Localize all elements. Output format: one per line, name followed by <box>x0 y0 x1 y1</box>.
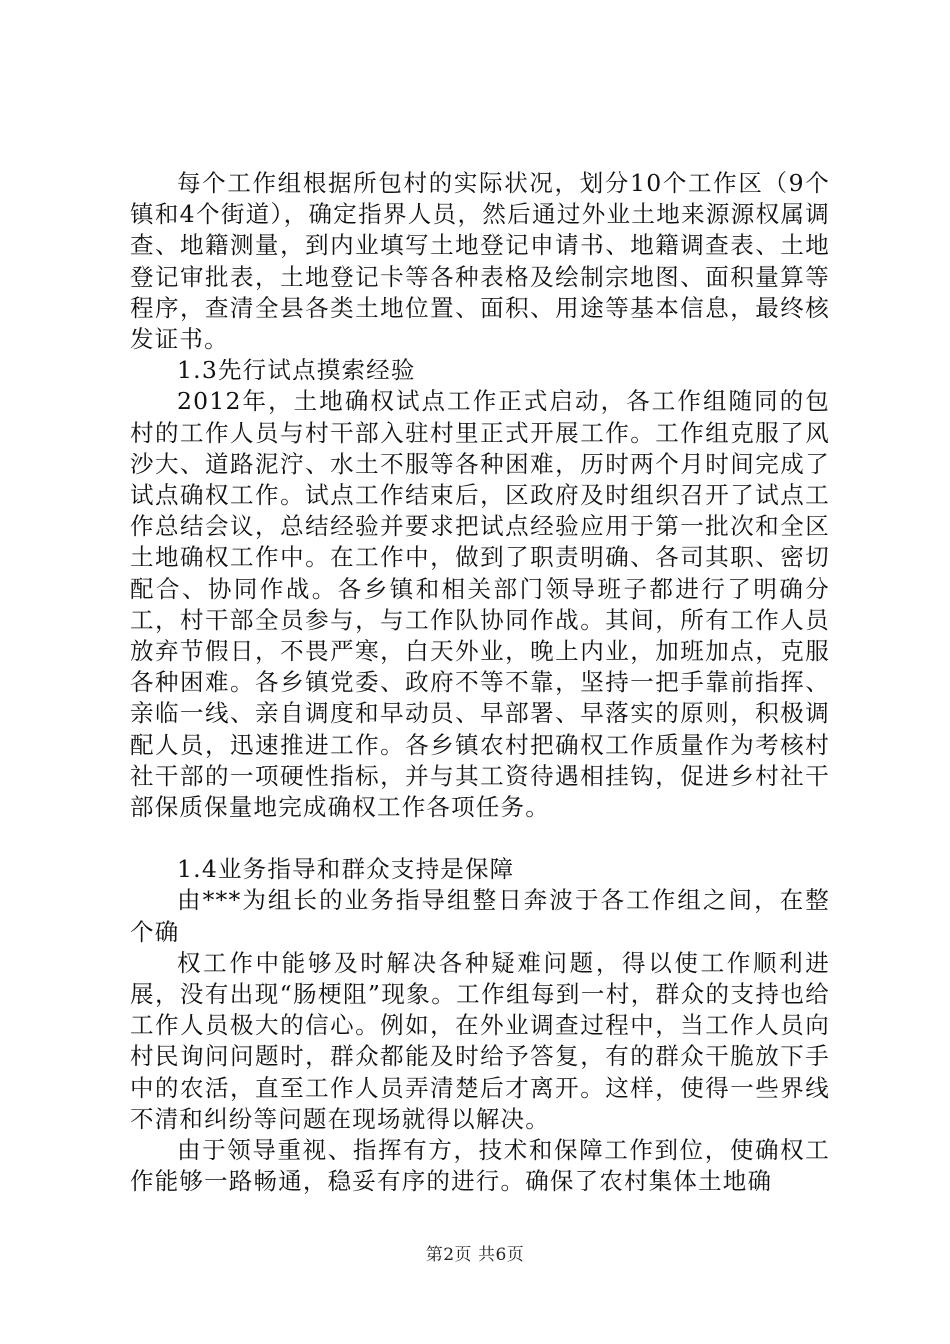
paragraph-survey-procedure: 每个工作组根据所包村的实际状况，划分10个工作区（9个镇和4个街道），确定指界人员，然后通过外业土地来源源权属调查、地籍测量，到内业填写土地登记申请书、地籍调查表、土地登记审批表，土地登记卡等各种表格及绘制宗地图、面积量算等程序，查清全县各类土地位置、面积、用途等基本信息，最终核发证书。 <box>130 169 830 354</box>
paragraph-conclusion: 由于领导重视、指挥有方，技术和保障工作到位，使确权工作能够一路畅通，稳妥有序的进行。确保了农村集体土地确 <box>130 1136 830 1196</box>
document-body <box>130 168 830 1198</box>
paragraph-pilot-work: 2012年，土地确权试点工作正式启动，各工作组随同的包村的工作人员与村干部入驻村里正式开展工作。工作组克服了风沙大、道路泥泞、水土不服等各种困难，历时两个月时间完成了试点确权工作。试点工作结束后，区政府及时组织召开了试点工作总结会议，总结经验并要求把试点经验应用于第一批次和全区土地确权工作中。在工作中，做到了职责明确、各司其职、密切配合、协同作战。各乡镇和相关部门领导班子都进行了明确分工，村干部全员参与，与工作队协同作战。其间，所有工作人员放弃节假日，不畏严寒，白天外业，晚上内业，加班加点，克服各种困难。各乡镇党委、政府不等不靠，坚持一把手靠前指挥、亲临一线、亲自调度和早动员、早部署、早落实的原则，积极调配人员，迅速推进工作。各乡镇农村把确权工作质量作为考核村社干部的一项硬性指标，并与其工资待遇相挂钩，促进乡村社干部保质保量地完成确权工作各项任务。 <box>130 387 830 822</box>
section-heading-1-3: 1.3先行试点摸索经验 <box>177 356 416 385</box>
paragraph-guidance-group: 由***为组长的业务指导组整日奔波于各工作组之间，在整个确 <box>130 886 830 946</box>
page-number-footer: 第2页 共6页 <box>425 1245 525 1265</box>
section-heading-1-4: 1.4业务指导和群众支持是保障 <box>177 855 515 884</box>
paragraph-public-support: 权工作中能够及时解决各种疑难问题，得以使工作顺利进展，没有出现“肠梗阻”现象。工作组每到一村，群众的支持也给工作人员极大的信心。例如，在外业调查过程中，当工作人员向村民询问问题时，群众都能及时给予答复，有的群众干脆放下手中的农活，直至工作人员弄清楚后才离开。这样，使得一些界线不清和纠纷等问题在现场就得以解决。 <box>130 948 830 1133</box>
